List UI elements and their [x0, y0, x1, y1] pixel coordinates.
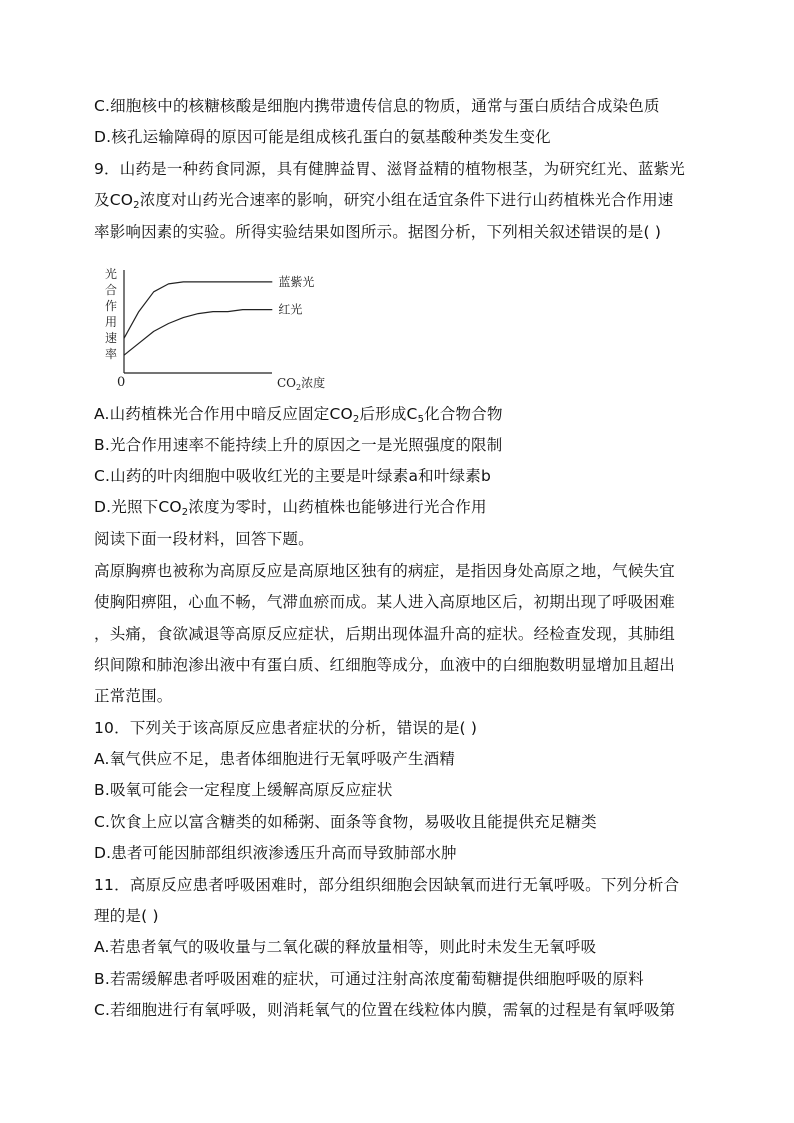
q9-stem-line3: 率影响因素的实验。所得实验结果如图所示。据图分析，下列相关叙述错误的是( ): [94, 223, 662, 241]
passage-line-5: 正常范围。: [94, 687, 173, 705]
q9-option-a: A.山药植株光合作用中暗反应固定$CO_2$后形成$C_5$化合物合物: [94, 405, 503, 425]
passage-line-4: 织间隙和肺泡渗出液中有蛋白质、红细胞等成分，血液中的白细胞数明显增加且超出: [94, 656, 675, 674]
origin-label: 0: [117, 375, 126, 390]
y-label-char: 率: [105, 347, 118, 361]
q10-option-d: D.患者可能因肺部组织液渗透压升高而导致肺部水肿: [94, 844, 457, 862]
y-axis-label: [105, 266, 117, 361]
q11-option-c: C.若细胞进行有氧呼吸，则消耗氧气的位置在线粒体内膜，需氧的过程是有氧呼吸第: [94, 1001, 676, 1019]
q11-stem-line2: 理的是( ): [94, 907, 159, 925]
q9-option-d: D.光照下$CO_2$浓度为零时，山药植株也能够进行光合作用: [94, 498, 487, 518]
passage-line-3: ，头痛，食欲减退等高原反应症状，后期出现体温升高的症状。经检查发现，其肺组: [94, 625, 675, 643]
passage-intro: 阅读下面一段材料，回答下题。: [94, 530, 314, 548]
x-axis-label: $CO_2$浓度: [277, 376, 326, 392]
series-label: 红光: [278, 302, 303, 317]
q10-option-a: A.氧气供应不足，患者体细胞进行无氧呼吸产生酒精: [94, 750, 456, 768]
series-label: 蓝紫光: [278, 274, 315, 289]
y-label-char: 速: [105, 331, 118, 345]
q9-stem-line2: 及$CO_2$浓度对山药光合速率的影响，研究小组在适宜条件下进行山药植株光合作用速: [94, 191, 674, 211]
q11-option-b: B.若需缓解患者呼吸困难的症状，可通过注射高浓度葡萄糖提供细胞呼吸的原料: [94, 970, 644, 988]
y-label-char: 作: [105, 299, 118, 313]
q10-option-b: B.吸氧可能会一定程度上缓解高原反应症状: [94, 781, 393, 799]
q11-option-a: A.若患者氧气的吸收量与二氧化碳的释放量相等，则此时未发生无氧呼吸: [94, 938, 597, 956]
y-label-char: 合: [105, 283, 118, 297]
q9-option-c: C.山药的叶肉细胞中吸收红光的主要是叶绿素a和叶绿素b: [94, 467, 491, 485]
passage-line-2: 使胸阳痹阻，心血不畅，气滞血瘀而成。某人进入高原地区后，初期出现了呼吸困难: [94, 593, 675, 611]
q10-stem: 10．下列关于该高原反应患者症状的分析，错误的是( ): [94, 719, 478, 737]
q9-stem-line1: 9．山药是一种药食同源，具有健脾益胃、滋肾益精的植物根茎，为研究红光、蓝紫光: [94, 160, 685, 178]
option-8d: D.核孔运输障碍的原因可能是组成核孔蛋白的氨基酸种类发生变化: [94, 128, 551, 146]
y-label-char: 用: [105, 315, 118, 329]
option-8c: C.细胞核中的核糖核酸是细胞内携带遗传信息的物质，通常与蛋白质结合成染色质: [94, 97, 660, 115]
q10-option-c: C.饮食上应以富含糖类的如稀粥、面条等食物，易吸收且能提供充足糖类: [94, 813, 597, 831]
photosynthesis-rate-chart: [102, 262, 342, 392]
y-label-char: 光: [105, 267, 118, 281]
series-line-red: [124, 310, 272, 356]
passage-line-1: 高原胸痹也被称为高原反应是高原地区独有的病症，是指因身处高原之地，气候失宜: [94, 562, 675, 580]
q9-option-b: B.光合作用速率不能持续上升的原因之一是光照强度的限制: [94, 436, 503, 454]
q11-stem-line1: 11．高原反应患者呼吸困难时，部分组织细胞会因缺氧而进行无氧呼吸。下列分析合: [94, 876, 680, 894]
